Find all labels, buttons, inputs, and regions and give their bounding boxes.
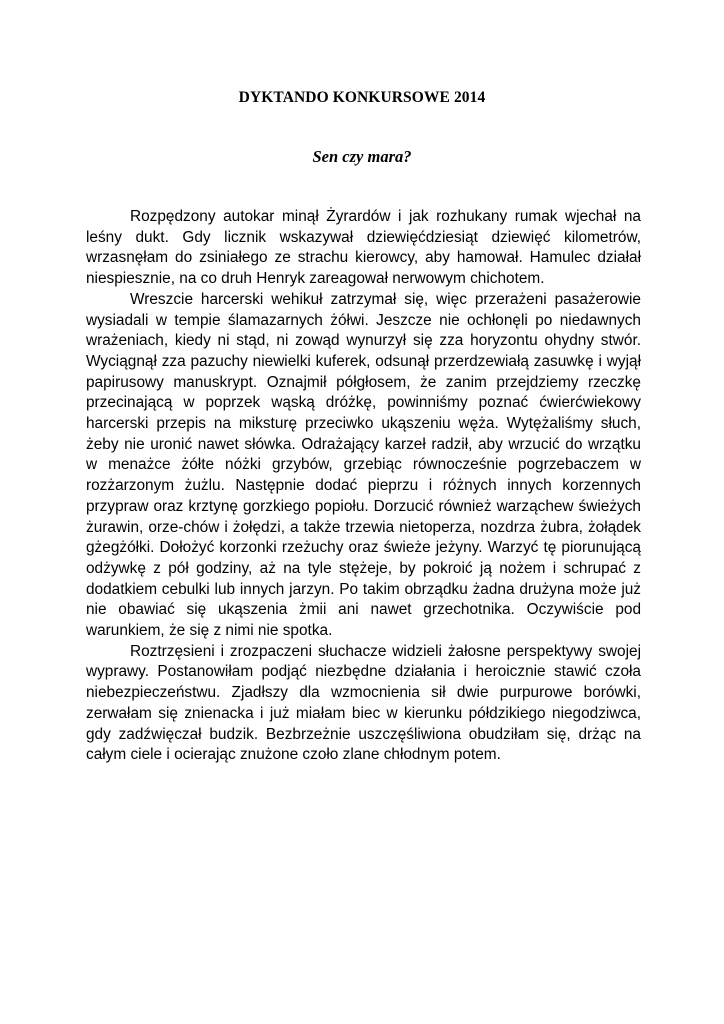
paragraph-1: Rozpędzony autokar minął Żyrardów i jak rozhukany rumak wjechał na leśny dukt. Gdy licznik wskazywał dziewięćdziesiąt dziewięć kilometrów, wrzasnęłam do zsiniałego ze strachu kierowcy, aby hamował. Hamulec działał niespiesznie, na co druh Henryk zareagował nerwowym chichotem. — [86, 208, 641, 288]
document-subtitle: Sen czy mara? — [312, 147, 412, 166]
document-title: DYKTANDO KONKURSOWE 2014 — [238, 89, 486, 106]
paragraph-3: Roztrzęsieni i zrozpaczeni słuchacze widzieli żałosne perspektywy swojej wyprawy. Postanowiłam podjąć niezbędne działania i heroicznie stawić czoła niebezpieczeństwu. Zjadłszy dla wzmocnienia sił dwie purpurowe borówki, zerwałam się znienacka i już miałam biec w kierunku półdzikiego niegodziwca, gdy zadźwięczał budzik. Bezbrzeżnie uszczęśliwiona obudziłam się, drżąc na całym ciele i ocierając znużone czoło zlane chłodnym potem. — [86, 642, 641, 764]
document-body — [86, 207, 641, 766]
paragraph-2: Wreszcie harcerski wehikuł zatrzymał się, więc przerażeni pasażerowie wysiadali w tempie ślamazarnych żółwi. Jeszcze nie ochłonęli po niedawnych wrażeniach, kiedy ni stąd, ni zowąd wynurzył się zza horyzontu ohydny stwór. Wyciągnął zza pazuchy niewielki kuferek, odsunął przerdzewiałą zasuwkę i wyjął papirusowy manuskrypt. Oznajmił półgłosem, że zanim przejdziemy rzeczkę przecinającą w poprzek wąską dróżkę, powinniśmy poznać ćwierćwiekowy harcerski przepis na miksturę przeciwko ukąszeniu węża. Wytężaliśmy słuch, żeby nie uronić nawet słówka. Odrażający karzeł radził, aby wrzucić do wrzątku w menażce żółte nóżki grzybów, grzebiąc równocześnie pogrzebaczem w rozżarzonym żużlu. Następnie dodać pieprzu i różnych innych korzennych przypraw oraz krztynę gorzkiego popiołu. Dorzucić również warząchew świeżych żurawin, orze-chów i żołędzi, a także trzewia nietoperza, nozdrza żubra, żołądek gżegżółki. Dołożyć korzonki rzeżuchy oraz świeże jeżyny. Warzyć tę piorunującą odżywkę z pół godziny, aż na tyle stężeje, by pokroić ją nożem i schrupać z dodatkiem cebulki lub innych jarzyn. Po takim obrządku żadna drużyna może już nie obawiać się ukąszenia żmii ani nawet grzechotnika. Oczywiście pod warunkiem, że się z nimi nie spotka. — [86, 290, 641, 640]
